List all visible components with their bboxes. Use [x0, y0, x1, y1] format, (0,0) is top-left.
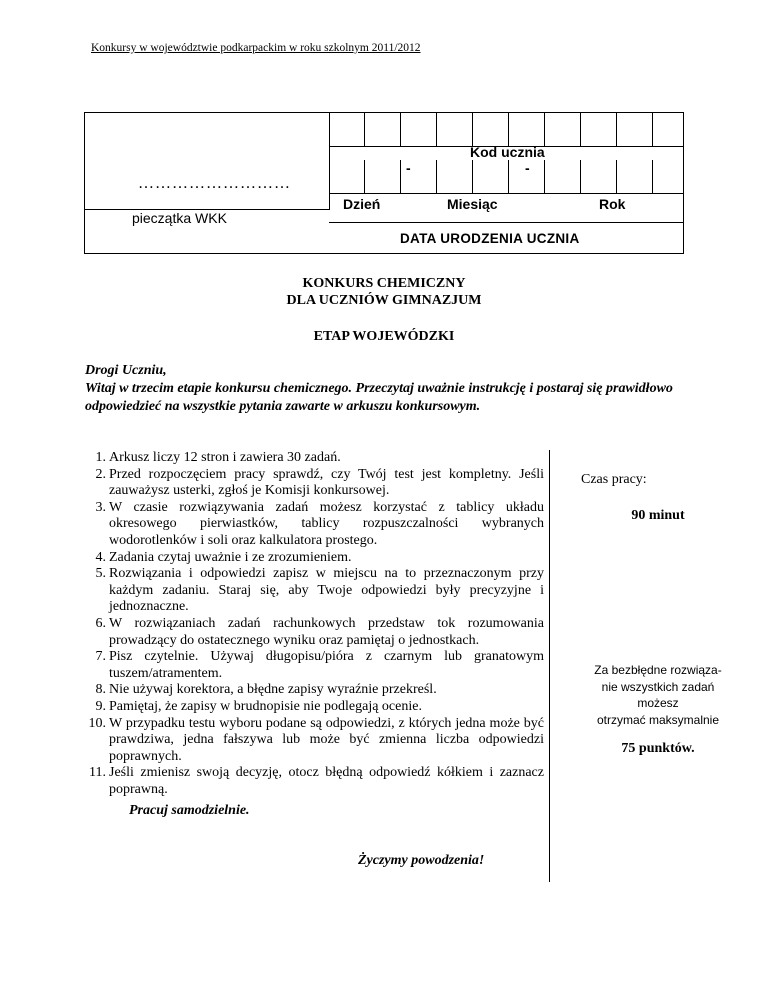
date-cell[interactable] — [473, 160, 509, 194]
list-item: 10. W przypadku testu wyboru podane są odpowiedzi, z których jedna może być prawdziwa, jedna fałszywa lub może być zmienna liczba odpowiedzi poprawnych. — [88, 715, 544, 764]
list-item: 9. Pamiętaj, że zapisy w brudnopisie nie podlegają ocenie. — [95, 698, 422, 714]
code-cell[interactable] — [365, 112, 401, 146]
list-item: 7. Pisz czytelnie. Używaj długopisu/pióra z czarnym lub granatowym tuszem/atramentem. — [95, 649, 544, 681]
list-item: 6. W rozwiązaniach zadań rachunkowych przedstaw tok rozumowania prowadzący do ostatecznego wyniku oraz pamiętaj o jednostkach. — [95, 615, 544, 648]
code-cell[interactable] — [581, 112, 617, 146]
date-cell[interactable] — [617, 160, 653, 194]
list-item: 4. Zadania czytaj uważnie i ze zrozumieniem. — [95, 549, 352, 565]
month-label: Miesiąc — [447, 196, 498, 212]
list-item: 3. W czasie rozwiązywania zadań możesz korzystać z tablicy układu okresowego pierwiastków, tablicy rozpuszczalności wybranych wodorotlenków i soli oraz kalkulatora prostego. — [95, 499, 544, 548]
date-cell[interactable] — [509, 160, 545, 194]
date-cell[interactable] — [401, 160, 437, 194]
list-item: 2. Przed rozpoczęciem pracy sprawdź, czy Twój test jest kompletny. Jeśli zauważysz usterki, zgłoś je Komisji konkursowej. — [95, 466, 544, 499]
max-points-note: Za bezbłędne rozwiąza- nie wszystkich zadań możesz otrzymać maksymalnie — [594, 663, 722, 727]
good-luck-text: Życzymy powodzenia! — [358, 853, 485, 868]
work-alone-text: Pracuj samodzielnie. — [129, 803, 250, 818]
birth-date-label: DATA URODZENIA UCZNIA — [400, 231, 580, 246]
stage-title: ETAP WOJEWÓDZKI — [313, 329, 455, 344]
date-cell[interactable] — [365, 160, 401, 194]
instructions-list — [84, 450, 544, 798]
date-dash: - — [406, 160, 411, 176]
grid-divider — [329, 193, 683, 194]
code-cell[interactable] — [509, 112, 545, 146]
code-cell[interactable] — [401, 112, 437, 146]
time-value: 90 minut — [631, 508, 685, 523]
code-cell[interactable] — [545, 112, 581, 146]
list-item: 5. Rozwiązania i odpowiedzi zapisz w miejscu na to przeznaczonym przy każdym zadaniu. Staraj się, aby Twoje odpowiedzi były precyzyjne i jednoznaczne. — [95, 566, 544, 615]
date-cell[interactable] — [545, 160, 581, 194]
greeting: Drogi Uczniu, — [85, 363, 167, 378]
list-item: 8. Nie używaj korektora, a błędne zapisy wyraźnie przekreśl. — [95, 682, 437, 698]
student-code-label: Kod ucznia — [470, 144, 545, 160]
date-cell[interactable] — [437, 160, 473, 194]
column-divider — [549, 450, 550, 882]
grid-divider — [329, 222, 683, 223]
date-cell[interactable] — [581, 160, 617, 194]
code-cell[interactable] — [473, 112, 509, 146]
date-dash: - — [525, 160, 530, 176]
header-line: Konkursy w województwie podkarpackim w roku szkolnym 2011/2012 — [91, 42, 421, 54]
code-cell[interactable] — [437, 112, 473, 146]
code-cell[interactable] — [617, 112, 653, 146]
list-item: 11. Jeśli zmienisz swoją decyzję, otocz błędną odpowiedź kółkiem i zaznacz poprawną. — [89, 765, 544, 797]
list-item: 1. Arkusz liczy 12 stron i zawiera 30 zadań. — [95, 450, 341, 465]
time-label: Czas pracy: — [581, 472, 647, 487]
date-cell[interactable] — [329, 160, 365, 194]
code-cell[interactable] — [329, 112, 365, 146]
max-points-value: 75 punktów. — [621, 741, 695, 756]
year-label: Rok — [599, 196, 626, 212]
stamp-label: pieczątka WKK — [132, 210, 227, 226]
stamp-area — [85, 112, 330, 210]
stamp-dots: ……………………… — [138, 175, 291, 192]
contest-subtitle: DLA UCZNIÓW GIMNAZJUM — [286, 293, 482, 308]
contest-title: KONKURS CHEMICZNY — [302, 276, 466, 291]
day-label: Dzień — [343, 196, 381, 212]
intro-text: Witaj w trzecim etapie konkursu chemicznego. Przeczytaj uważnie instrukcję i postaraj się prawidłowo odpowiedzieć na wszystkie pytania zawarte w arkuszu konkursowym. — [85, 381, 673, 414]
